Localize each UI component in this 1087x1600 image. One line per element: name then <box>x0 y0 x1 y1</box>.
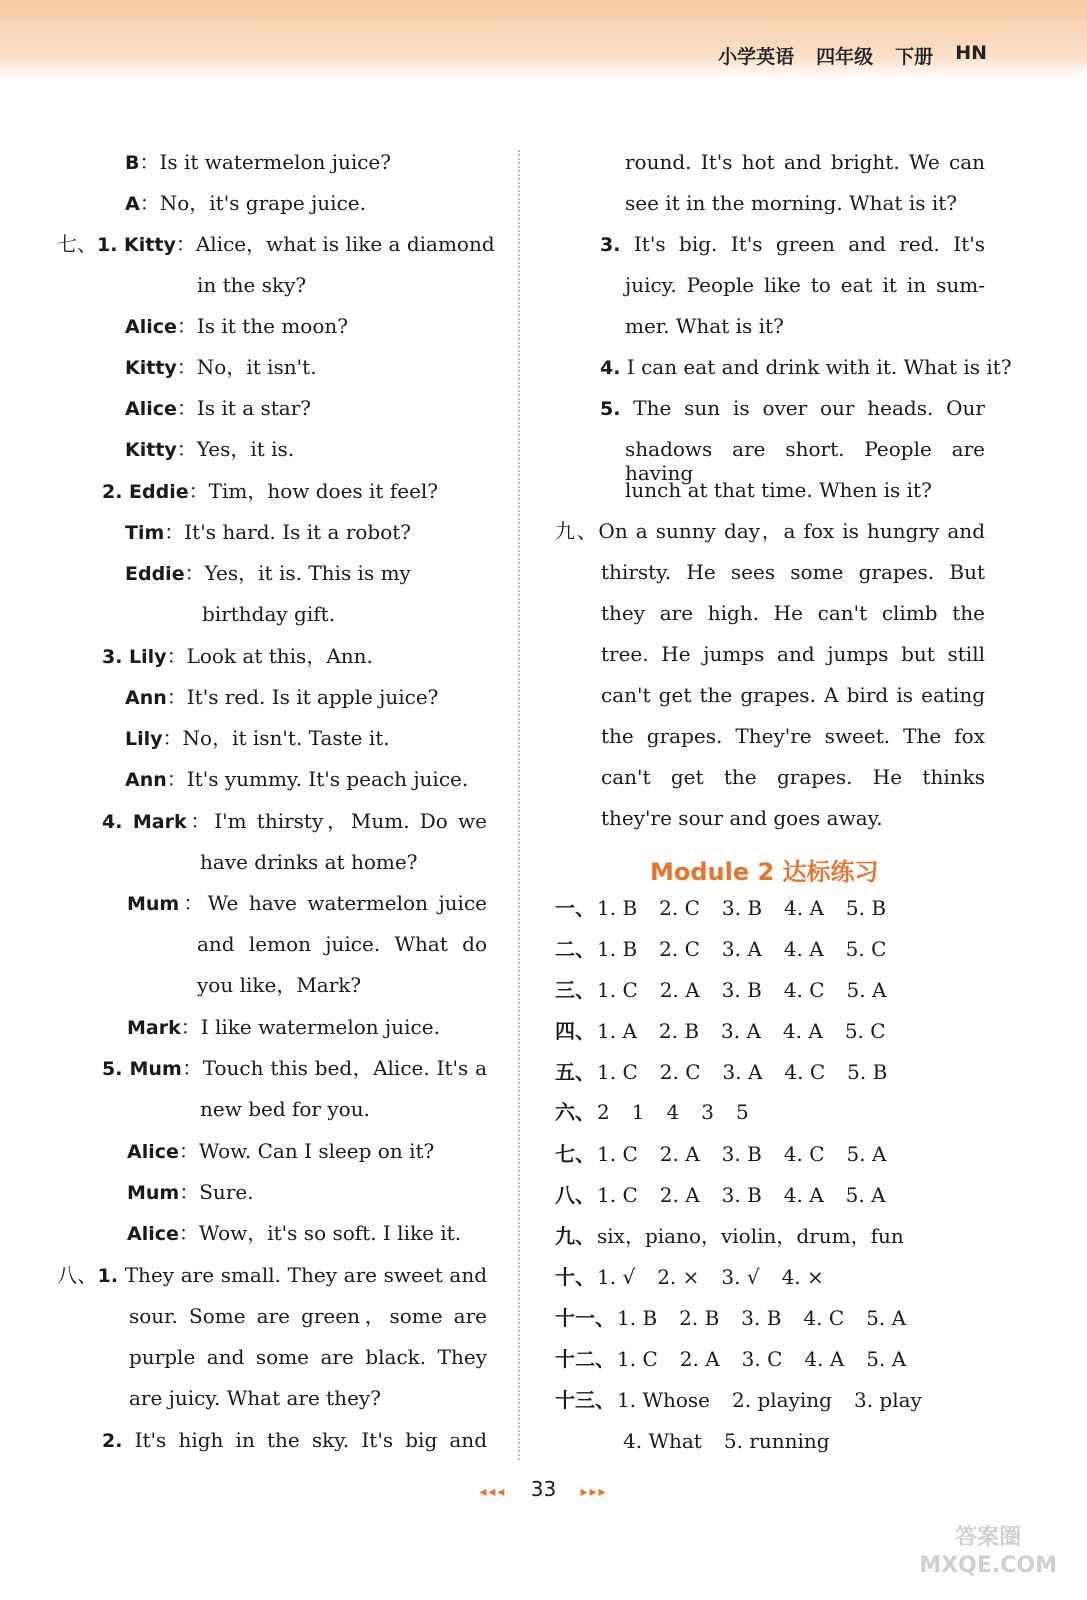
answer-item: 4. A <box>783 1183 824 1207</box>
answer-item: 2. A <box>659 1142 700 1166</box>
left-text-line: Eddie：Yes，it is. This is my <box>125 561 411 585</box>
right-text-line: 4. I can eat and drink with it. What is it? <box>600 355 1012 379</box>
left-text-line: and lemon juice. What do <box>197 932 487 956</box>
left-text-line: Tim：It's hard. Is it a robot? <box>125 520 412 544</box>
answer-label: 二、 <box>555 937 595 961</box>
next-arrows-icon: ▸▸▸ <box>580 1484 608 1500</box>
answer-row <box>555 1019 908 1043</box>
right-text-line: see it in the morning. What is it? <box>625 191 958 215</box>
left-text-line: birthday gift. <box>202 602 336 626</box>
answer-label: 九、 <box>555 1224 595 1248</box>
answer-item: 1. C <box>597 1183 638 1207</box>
answer-item: 4. C <box>783 1142 825 1166</box>
answer-row <box>555 896 908 920</box>
answer-row <box>555 1142 908 1166</box>
answer-item: 4 <box>666 1100 680 1124</box>
answer-label: 十一、 <box>555 1306 615 1330</box>
answer-item: 4. A <box>783 937 824 961</box>
right-text-line: juicy. People like to eat it in sum- <box>625 273 985 297</box>
right-text-line: tree. He jumps and jumps but still <box>601 642 985 666</box>
left-text-line: Alice：Wow，it's so soft. I like it. <box>127 1221 462 1245</box>
header-grade: 四年级 <box>816 46 874 68</box>
answer-item: 5. C <box>845 937 887 961</box>
left-text-line: 5. Mum：Touch this bed，Alice. It's a <box>102 1056 487 1080</box>
answer-label: 三、 <box>555 978 595 1002</box>
answer-item: 1. C <box>597 1142 638 1166</box>
answer-item: 3. A <box>721 1019 761 1043</box>
left-text-line: purple and some are black. They <box>129 1345 487 1369</box>
answer-item: 4. C <box>783 978 825 1002</box>
answer-label: 一、 <box>555 896 595 920</box>
right-text-line: thirsty. He sees some grapes. But <box>601 560 985 584</box>
right-text-line: lunch at that time. When is it? <box>625 478 932 502</box>
answer-label: 十三、 <box>555 1388 615 1412</box>
answer-item: 3. √ <box>721 1265 760 1289</box>
left-text-line: are juicy. What are they? <box>129 1386 381 1410</box>
answer-item: 2. C <box>659 937 700 961</box>
header-edition: HN <box>955 42 987 64</box>
answer-row <box>555 1306 928 1330</box>
left-text-line: B：Is it watermelon juice? <box>125 150 391 174</box>
answer-item: 5. A <box>846 1142 887 1166</box>
left-text-line: 七、1. Kitty：Alice，what is like a diamond <box>57 232 495 256</box>
answer-item: 2. B <box>658 1019 700 1043</box>
answer-item: 3 <box>701 1100 714 1124</box>
left-text-line: Kitty：No，it isn't. <box>125 355 317 379</box>
answer-item: 4. A <box>784 896 824 920</box>
answer-item: 3. A <box>722 1060 763 1084</box>
answer-item: 2. C <box>659 896 700 920</box>
answer-item: 1. √ <box>597 1265 636 1289</box>
left-text-line: in the sky? <box>197 273 307 297</box>
answer-label: 五、 <box>555 1060 595 1084</box>
right-text-line: 5. The sun is over our heads. Our <box>600 396 985 420</box>
answer-item: 1. B <box>597 896 638 920</box>
left-text-line: 2. Eddie：Tim，how does it feel? <box>102 479 439 503</box>
answer-label: 六、 <box>555 1100 595 1124</box>
right-text-line: 3. It's big. It's green and red. It's <box>600 232 985 256</box>
answer-item: 5. running <box>723 1429 830 1453</box>
page-number: 33 <box>530 1477 557 1501</box>
answer-item: 5. A <box>845 1183 886 1207</box>
right-text-line: mer. What is it? <box>625 314 784 338</box>
left-text-line: Alice：Is it the moon? <box>125 314 348 338</box>
answer-item: 4. C <box>803 1306 845 1330</box>
answer-item: 1. C <box>597 978 638 1002</box>
answer-label: 四、 <box>555 1019 595 1043</box>
answer-item: 1. Whose <box>617 1388 711 1412</box>
prev-arrows-icon: ◂◂◂ <box>479 1484 507 1500</box>
answer-item: 3. B <box>721 896 763 920</box>
right-text-line: 九、On a sunny day，a fox is hungry and <box>555 519 985 543</box>
answer-item: 3. B <box>721 978 762 1002</box>
answer-item: 4. C <box>784 1060 826 1084</box>
answer-row <box>555 1265 846 1289</box>
answer-item: 3. B <box>721 1142 762 1166</box>
answer-item: 3. play <box>853 1388 922 1412</box>
header-title <box>718 42 987 69</box>
left-text-line: sour. Some are green，some are <box>129 1304 487 1328</box>
right-text-line: the grapes. They're sweet. The fox <box>601 724 985 748</box>
answer-row <box>555 1388 944 1412</box>
left-text-line: Mark：I like watermelon juice. <box>127 1015 440 1039</box>
answer-item: 2. A <box>659 978 700 1002</box>
left-text-line: Ann：It's red. Is it apple juice? <box>125 685 439 709</box>
column-divider <box>518 150 520 1460</box>
answer-row <box>555 1224 926 1248</box>
answer-item: 5. B <box>847 1060 888 1084</box>
answer-item: six，piano，violin，drum，fun <box>597 1224 904 1248</box>
answer-item: 2. A <box>679 1347 720 1371</box>
answer-item: 1. A <box>597 1019 637 1043</box>
header-term: 下册 <box>895 46 934 68</box>
answer-item: 1. C <box>617 1347 658 1371</box>
left-text-line: 3. Lily：Look at this，Ann. <box>102 644 373 668</box>
answer-item: 4. A <box>782 1019 823 1043</box>
watermark-logo: 答案圈 <box>955 1525 1022 1550</box>
watermark <box>919 1524 1057 1580</box>
answer-row <box>555 978 908 1002</box>
module-title: Module 2 达标练习 <box>650 858 879 886</box>
answer-row <box>555 937 908 961</box>
left-text-line: Ann：It's yummy. It's peach juice. <box>125 767 469 791</box>
right-text-line: they're sour and goes away. <box>601 806 883 830</box>
answer-item: 3. B <box>721 1183 762 1207</box>
left-text-line: Mum：We have watermelon juice <box>127 891 487 915</box>
answer-item: 3. B <box>741 1306 782 1330</box>
left-text-line: you like，Mark? <box>197 973 362 997</box>
right-text-line: shadows are short. People are having <box>625 437 985 485</box>
answer-item: 1. C <box>597 1060 638 1084</box>
answer-label: 七、 <box>555 1142 595 1166</box>
left-text-line: 4. Mark：I'm thirsty，Mum. Do we <box>102 809 487 833</box>
left-text-line: Alice：Is it a star? <box>125 396 311 420</box>
left-text-line: 2. It's high in the sky. It's big and <box>102 1428 487 1452</box>
answer-item: 5 <box>735 1100 749 1124</box>
answer-item: 5. A <box>866 1347 907 1371</box>
answer-item: 5. A <box>866 1306 907 1330</box>
answer-item: 5. C <box>844 1019 886 1043</box>
answer-item: 2. A <box>659 1183 700 1207</box>
answer-item: 2. C <box>659 1060 701 1084</box>
right-text-line: can't get the grapes. A bird is eating <box>601 683 985 707</box>
left-text-line: Alice：Wow. Can I sleep on it? <box>127 1139 435 1163</box>
answer-item: 2. playing <box>732 1388 832 1412</box>
answer-label: 八、 <box>555 1183 595 1207</box>
left-text-line: have drinks at home? <box>200 850 418 874</box>
answer-item: 2 <box>597 1100 610 1124</box>
left-text-line: 八、1. They are small. They are sweet and <box>57 1263 488 1287</box>
left-text-line: new bed for you. <box>200 1097 370 1121</box>
answer-item: 4. What <box>623 1429 702 1453</box>
answer-row <box>555 1183 908 1207</box>
answer-item: 1. B <box>597 937 638 961</box>
answer-row <box>555 1100 771 1124</box>
answer-item: 5. A <box>846 978 887 1002</box>
answer-label: 十二、 <box>555 1347 615 1371</box>
left-text-line: Lily：No，it isn't. Taste it. <box>125 726 390 750</box>
answer-item: 4. × <box>781 1265 824 1289</box>
header-subject: 小学英语 <box>718 46 795 68</box>
watermark-url: MXQE.COM <box>919 1553 1057 1578</box>
answer-item: 5. B <box>845 896 887 920</box>
answer-row <box>555 1347 928 1371</box>
left-text-line: Mum：Sure. <box>127 1180 254 1204</box>
page-footer <box>0 1477 1087 1501</box>
right-text-line: round. It's hot and bright. We can <box>625 150 985 174</box>
answer-item: 2. B <box>679 1306 720 1330</box>
answer-label: 十、 <box>555 1265 595 1289</box>
answer-item: 1. B <box>617 1306 658 1330</box>
right-text-line: they are high. He can't climb the <box>601 601 985 625</box>
left-text-line: Kitty：Yes，it is. <box>125 437 295 461</box>
answer-item: 3. C <box>741 1347 783 1371</box>
left-text-line: A：No，it's grape juice. <box>125 191 366 215</box>
right-text-line: can't get the grapes. He thinks <box>601 765 985 789</box>
answer-row <box>555 1060 909 1084</box>
answer-row <box>623 1429 852 1453</box>
answer-item: 2. × <box>657 1265 700 1289</box>
answer-item: 4. A <box>804 1347 845 1371</box>
answer-item: 1 <box>631 1100 645 1124</box>
answer-item: 3. A <box>721 937 762 961</box>
